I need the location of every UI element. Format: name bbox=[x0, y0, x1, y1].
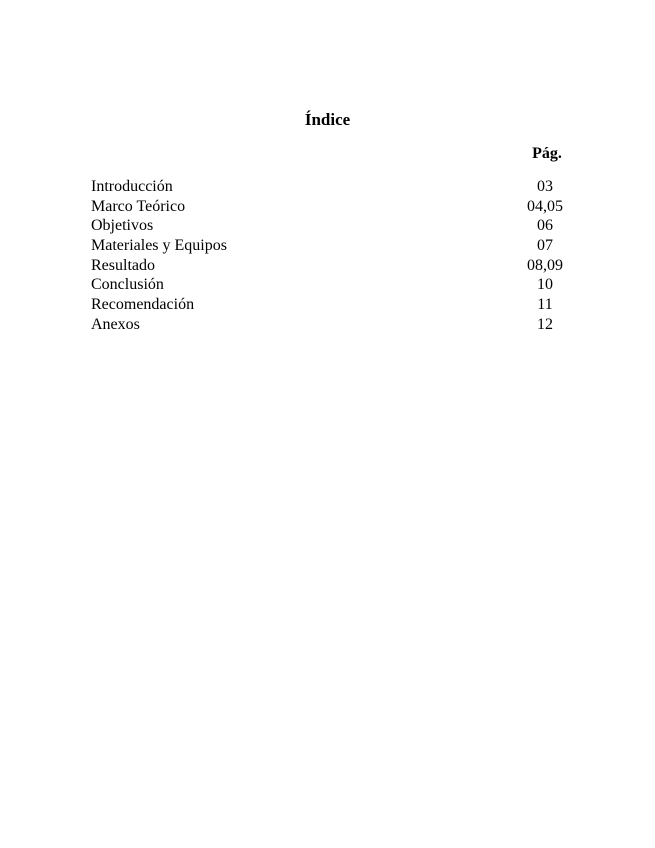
table-of-contents bbox=[91, 177, 591, 335]
toc-entry-label: Introducción bbox=[91, 178, 173, 195]
toc-entry-label: Materiales y Equipos bbox=[91, 237, 227, 255]
toc-entry-label: Marco Teórico bbox=[91, 197, 186, 215]
toc-entry-marco-teorico bbox=[91, 197, 591, 217]
page-column-header: Pág. bbox=[532, 145, 562, 162]
toc-entry-objetivos bbox=[91, 216, 591, 236]
toc-entry-resultado bbox=[91, 256, 591, 276]
toc-entry-label: Objetivos bbox=[91, 217, 154, 235]
toc-entry-conclusion bbox=[91, 275, 591, 295]
toc-entry-recomendacion bbox=[91, 295, 591, 315]
toc-entry-label: Resultado bbox=[91, 256, 155, 274]
toc-entry-label: Conclusión bbox=[91, 276, 164, 294]
toc-entry-page: 12 bbox=[537, 315, 553, 333]
toc-entry-label: Anexos bbox=[91, 315, 140, 333]
toc-entry-page: 11 bbox=[537, 296, 553, 314]
toc-entry-introduccion bbox=[91, 177, 591, 197]
toc-entry-page: 04,05 bbox=[527, 197, 563, 215]
toc-entry-page: 03 bbox=[537, 178, 553, 195]
toc-entry-label: Recomendación bbox=[91, 296, 195, 314]
toc-entry-materiales-y-equipos bbox=[91, 236, 591, 256]
toc-entry-page: 07 bbox=[537, 237, 553, 255]
toc-entry-page: 10 bbox=[537, 276, 553, 294]
toc-entry-page: 08,09 bbox=[527, 256, 563, 274]
page-title: Índice bbox=[304, 110, 351, 129]
toc-entry-anexos bbox=[91, 315, 591, 335]
toc-entry-page: 06 bbox=[537, 217, 553, 235]
